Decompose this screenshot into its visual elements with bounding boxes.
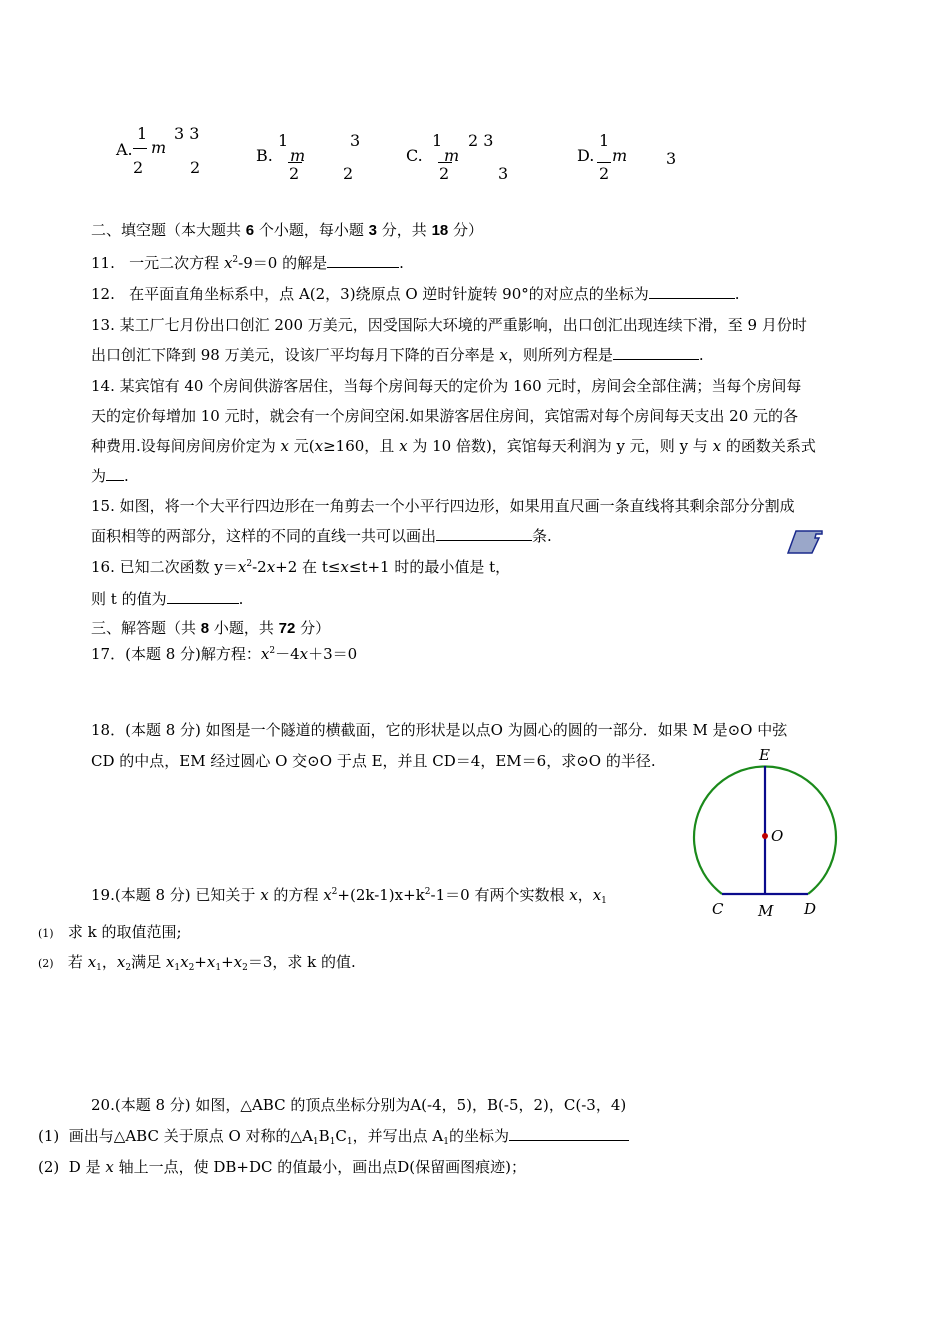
question-12: 12. 在平面直角坐标系中，点 A(2，3)绕原点 O 逆时针旋转 90°的对应点的坐标为 . bbox=[91, 285, 740, 303]
question-19-part-2: (2) 若 $x_1$，$x_2$满足 $x_1x_2+x_1+x_2=3$，求 k 的值. bbox=[38, 953, 356, 973]
variable-m: m bbox=[151, 138, 167, 157]
section-3-title: 三、解答题（共 8 小题，共 72 分） bbox=[91, 619, 331, 637]
label-e: E bbox=[759, 746, 770, 764]
numerator: 1 bbox=[137, 124, 148, 143]
label-o: O bbox=[771, 827, 784, 845]
variable-m: m bbox=[444, 146, 460, 165]
denominator: 2 bbox=[599, 164, 610, 183]
question-14-line-2: 天的定价每增加 10 元时，就会有一个房间空闲.如果游客居住房间，宾馆需对每个房间每天支出 20 元的各 bbox=[91, 407, 799, 425]
section-2-title: 二、填空题（本大题共 6 个小题，每小题 3 分，共 18 分） bbox=[91, 221, 484, 239]
numerator: 1 bbox=[599, 131, 610, 150]
answer-blank[interactable] bbox=[509, 1126, 629, 1141]
option-a bbox=[116, 120, 236, 182]
denominator: 2 bbox=[439, 164, 450, 183]
variable-m: m bbox=[612, 146, 628, 165]
numerator: 1 bbox=[278, 131, 289, 150]
answer-blank[interactable] bbox=[613, 345, 699, 360]
question-16-line-1: 16. 已知二次函数 $y=x^2-2x+2$ 在 t≤x≤t+1 时的最小值是 t， bbox=[91, 558, 511, 576]
question-17: 17．(本题 8 分)解方程：$x^2-4x+3=0$ bbox=[91, 645, 358, 663]
denominator: 3 bbox=[666, 149, 677, 168]
top-values: 2 3 bbox=[468, 131, 494, 150]
answer-blank[interactable] bbox=[436, 526, 532, 541]
denominator: 2 bbox=[190, 158, 201, 177]
question-13-line-1: 13. 某工厂七月份出口创汇 200 万美元，因受国际大环境的严重影响，出口创汇出现连续下滑，至 9 月份时 bbox=[91, 316, 807, 334]
center-point bbox=[762, 833, 768, 839]
denominator: 2 bbox=[289, 164, 300, 183]
answer-blank[interactable] bbox=[167, 589, 239, 604]
question-20-part-1: (1) 画出与△ABC 关于原点 O 对称的$\triangle A_1B_1C_1$，并写出点 $A_1$的坐标为 bbox=[38, 1125, 629, 1147]
answer-blank[interactable] bbox=[327, 253, 399, 268]
question-18-line-2: CD 的中点，EM 经过圆心 O 交⊙O 于点 E，并且 CD＝4，EM＝6，求⊙O 的半径. bbox=[91, 752, 656, 770]
label-d: D bbox=[804, 900, 817, 918]
question-18-line-1: 18．(本题 8 分) 如图是一个隧道的横截面，它的形状是以点O 为圆心的圆的一部分．如果 M 是⊙O 中弦 bbox=[91, 721, 788, 739]
parallelogram-figure bbox=[786, 528, 826, 556]
top-values: 3 3 bbox=[174, 124, 200, 143]
answer-blank[interactable] bbox=[106, 466, 124, 481]
label-m: M bbox=[758, 902, 774, 920]
option-c bbox=[406, 128, 536, 184]
denominator: 3 bbox=[498, 164, 509, 183]
question-14-line-3: 种费用.设每间房间房价定为 x 元(x≥160，且 x 为 10 倍数)，宾馆每天利润为 y 元，则 y 与 x 的函数关系式 bbox=[91, 437, 816, 455]
top-values: 3 bbox=[350, 131, 361, 150]
question-15-line-2: 面积相等的两部分，这样的不同的直线一共可以画出 条. bbox=[91, 527, 552, 545]
denominator: 2 bbox=[343, 164, 354, 183]
variable-m: m bbox=[290, 146, 306, 165]
tunnel-circle-diagram bbox=[686, 742, 856, 926]
option-d bbox=[577, 128, 697, 184]
parallelogram-shape bbox=[788, 531, 822, 553]
option-label: A. bbox=[116, 140, 133, 159]
question-11: 11. 一元二次方程 $x^2-9=0$ 的解是 . bbox=[91, 254, 404, 272]
question-19: 19.(本题 8 分) 已知关于 x 的方程 $x^2+(2k-1)x+k^2-1=0$ 有两个实数根 x，$x_1$ bbox=[91, 886, 607, 906]
denominator: 2 bbox=[133, 158, 144, 177]
answer-blank[interactable] bbox=[649, 284, 735, 299]
option-b bbox=[256, 128, 376, 184]
label-c: C bbox=[712, 900, 724, 918]
question-19-part-1: (1) 求 k 的取值范围; bbox=[38, 923, 182, 941]
question-14-line-1: 14. 某宾馆有 40 个房间供游客居住，当每个房间每天的定价为 160 元时，房间会全部住满；当每个房间每 bbox=[91, 377, 802, 395]
numerator: 1 bbox=[432, 131, 443, 150]
option-label: C. bbox=[406, 146, 423, 165]
question-16-line-2: 则 t 的值为 . bbox=[91, 590, 244, 608]
option-label: D. bbox=[577, 146, 595, 165]
question-15-line-1: 15. 如图，将一个大平行四边形在一角剪去一个小平行四边形，如果用直尺画一条直线将其剩余部分分割成 bbox=[91, 497, 795, 515]
question-20-part-2: (2) D 是 x 轴上一点，使 DB+DC 的值最小，画出点D(保留画图痕迹)； bbox=[38, 1158, 527, 1176]
question-13-line-2: 出口创汇下降到 98 万美元，设该厂平均每月下降的百分率是 x，则所列方程是 . bbox=[91, 346, 704, 364]
option-label: B. bbox=[256, 146, 273, 165]
question-14-line-4: 为 . bbox=[91, 467, 129, 485]
question-20-intro: 20.(本题 8 分) 如图，△ABC 的顶点坐标分别为A(-4，5)，B(-5，2)，C(-3，4) bbox=[91, 1096, 627, 1114]
